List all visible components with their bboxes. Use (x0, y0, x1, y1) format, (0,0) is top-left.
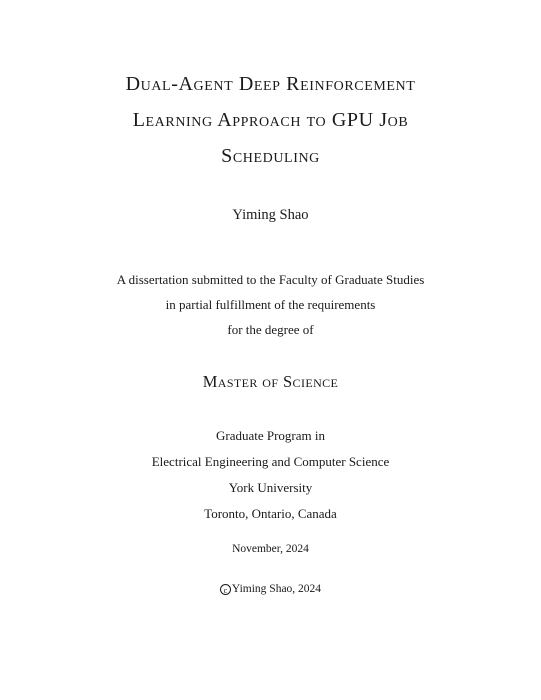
copyright-notice (0, 582, 541, 597)
copyright-text: Yiming Shao, 2024 (231, 583, 322, 595)
copyright-group (220, 582, 321, 596)
program-line-2: Electrical Engineering and Computer Science (151, 454, 390, 469)
thesis-title-line-3: Scheduling (221, 145, 320, 167)
program-line-3: York University (228, 480, 313, 495)
copyright-icon: c (220, 584, 231, 595)
program-line-4: Toronto, Ontario, Canada (204, 506, 337, 521)
thesis-title-line-1: Dual-Agent Deep Reinforcement (125, 73, 416, 95)
program-line-1: Graduate Program in (215, 428, 326, 443)
submission-date: November, 2024 (232, 543, 309, 555)
thesis-title-line-2: Learning Approach to GPU Job (132, 109, 409, 131)
statement-line-2: in partial fulfillment of the requirements (165, 297, 376, 312)
statement-line-1: A dissertation submitted to the Faculty of Graduate Studies (116, 272, 425, 287)
statement-line-3: for the degree of (227, 322, 314, 337)
degree-name: Master of Science (202, 372, 339, 391)
author-name: Yiming Shao (232, 207, 309, 223)
